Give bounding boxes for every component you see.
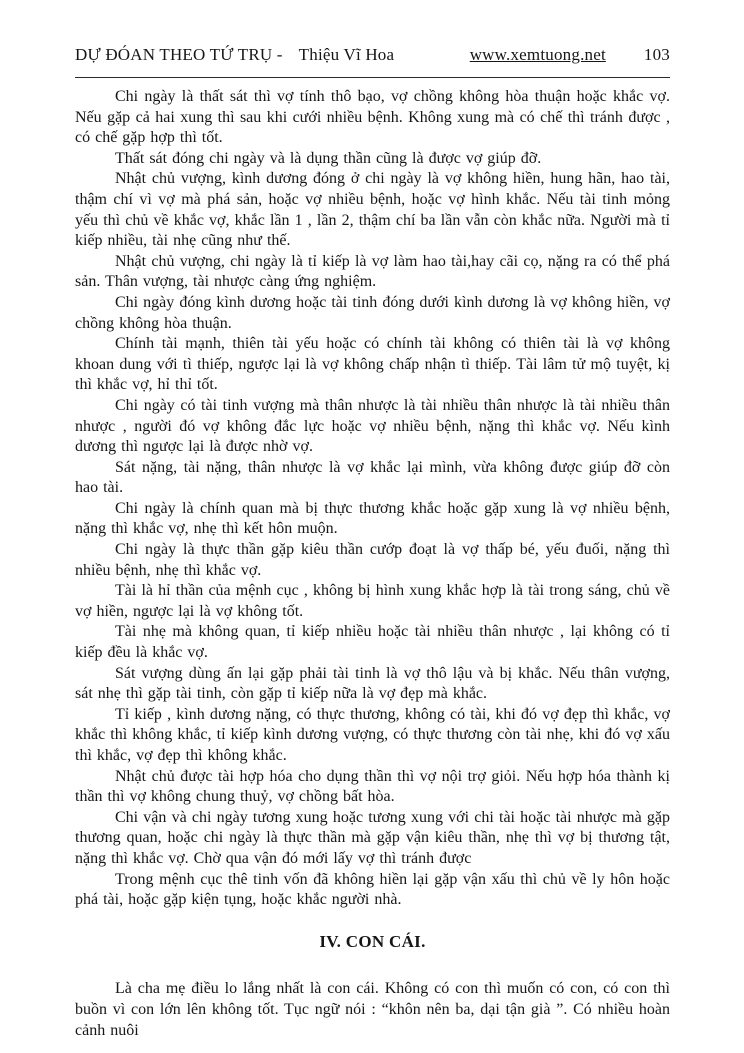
section-wife-paragraphs (75, 87, 670, 911)
author-name: Thiệu Vĩ Hoa (298, 45, 395, 64)
page-header (75, 45, 670, 78)
paragraph: Chi ngày đóng kình dương hoặc tài tinh đóng dưới kình dương là vợ không hiền, vợ chồng không hòa thuận. (75, 293, 670, 332)
paragraph: Thất sát đóng chi ngày và là dụng thần cũng là được vợ giúp đỡ. (115, 149, 542, 167)
paragraph: Là cha mẹ điều lo lắng nhất là con cái. Không có con thì muốn có con, có con thì buồn vì con lớn lên không tốt. Tục ngữ nói : “khôn nên ba, dại tận già ”. Có nhiều hoàn cảnh nuôi (75, 980, 670, 1039)
paragraph: Trong mệnh cục thê tinh vốn đã không hiền lại gặp vận xấu thì chủ về ly hôn hoặc phá tài, hoặc gặp kiện tụng, hoặc khắc người nhà. (75, 870, 670, 909)
section-heading: IV. CON CÁI. (319, 931, 426, 951)
paragraph: Nhật chủ vượng, chi ngày là tỉ kiếp là vợ làm hao tài,hay cãi cọ, nặng ra có thể phá sản. Thân vượng, tài nhược càng ứng nghiệm. (75, 252, 670, 291)
page-body (75, 87, 670, 1041)
paragraph: Chi ngày là thực thần gặp kiêu thần cướp đoạt là vợ thấp bé, yếu đuối, nặng thì nhiều bệnh, nhẹ thì khắc vợ. (75, 541, 670, 579)
paragraph: Chính tài mạnh, thiên tài yếu hoặc có chính tài không có thiên tài là vợ không khoan dung với tì thiếp, ngược lại là vợ không chấp nhận tì thiếp. Tài lâm tử mộ tuyệt, kị thì khắc vợ, hỉ thỉ tốt. (75, 335, 670, 394)
paragraph: Sát nặng, tài nặng, thân nhược là vợ khắc lại mình, vừa không được giúp đỡ còn hao tài. (75, 458, 670, 497)
paragraph: Chi ngày là thất sát thì vợ tính thô bạo, vợ chồng không hòa thuận hoặc khắc vợ. Nếu gặp cả hai xung thì sau khi cưới nhiều bệnh. Không xung mà có chế thì tránh được , có chế gặp hợp thì tốt. (75, 88, 670, 147)
paragraph: Sát vượng dùng ấn lại gặp phải tài tinh là vợ thô lậu và bị khắc. Nếu thân vượng, sát nhẹ thì gặp tài tinh, còn gặp tỉ kiếp nữa là vợ đẹp mà khắc. (75, 664, 670, 703)
section-children-paragraphs (75, 979, 670, 1041)
paragraph: Chi ngày có tài tinh vượng mà thân nhược là tài nhiều thân nhược là tài nhiều thân nhược , người đó vợ không đắc lực hoặc vợ nhiều bệnh, nặng thì khắc vợ. Nếu kình dương thì ngược lại là được nhờ vợ. (75, 396, 670, 456)
paragraph: Tài là hỉ thần của mệnh cục , không bị hình xung khắc hợp là tài trong sáng, chủ về vợ hiền, ngược lại là vợ không tốt. (75, 582, 670, 620)
paragraph: Tỉ kiếp , kình dương nặng, có thực thương, không có tài, khi đó vợ đẹp thì khắc, vợ khắc thì không khắc, tỉ kiếp kình dương vượng, có thực thương còn tài nhẹ, khi đó vợ xấu thì khắc, vợ đẹp thì không khắc. (75, 705, 670, 764)
book-title: DỰ ĐÓAN THEO TỨ TRỤ - (75, 45, 283, 64)
page-number: 103 (643, 45, 670, 64)
paragraph: Nhật chủ vượng, kình dương đóng ở chi ngày là vợ không hiền, hung hãn, hao tài, thậm chí vì vợ mà phá sản, hoặc vợ nhiều bệnh, hoặc vợ hình khắc. Nếu tài tinh mỏng yếu thì chủ về khắc vợ, khắc lần 1 , lần 2, thậm chí ba lần vẫn còn khắc nữa. Người mà tỉ kiếp nhiều, tài nhẹ cũng như thế. (75, 170, 670, 250)
paragraph: Tài nhẹ mà không quan, tỉ kiếp nhiều hoặc tài nhiều thân nhược , lại không có tỉ kiếp đều là khắc vợ. (75, 623, 670, 662)
website-link[interactable]: www.xemtuong.net (469, 45, 606, 64)
paragraph: Nhật chủ được tài hợp hóa cho dụng thần thì vợ nội trợ giỏi. Nếu hợp hóa thành kị thần thì vợ không chung thuỷ, vợ chồng bất hòa. (75, 767, 670, 806)
paragraph: Chi ngày là chính quan mà bị thực thương khắc hoặc gặp xung là vợ nhiều bệnh, nặng thì khắc vợ, nhẹ thì kết hôn muộn. (75, 499, 670, 538)
paragraph: Chi vận và chi ngày tương xung hoặc tương xung với chi tài hoặc tài nhược mà gặp thương quan, hoặc chi ngày là thực thần mà gặp vận kiêu thần, nhẹ thì vợ bị thương tật, nặng thì khắc vợ. Chờ qua vận đó mới lấy vợ thì tránh được (75, 808, 670, 867)
